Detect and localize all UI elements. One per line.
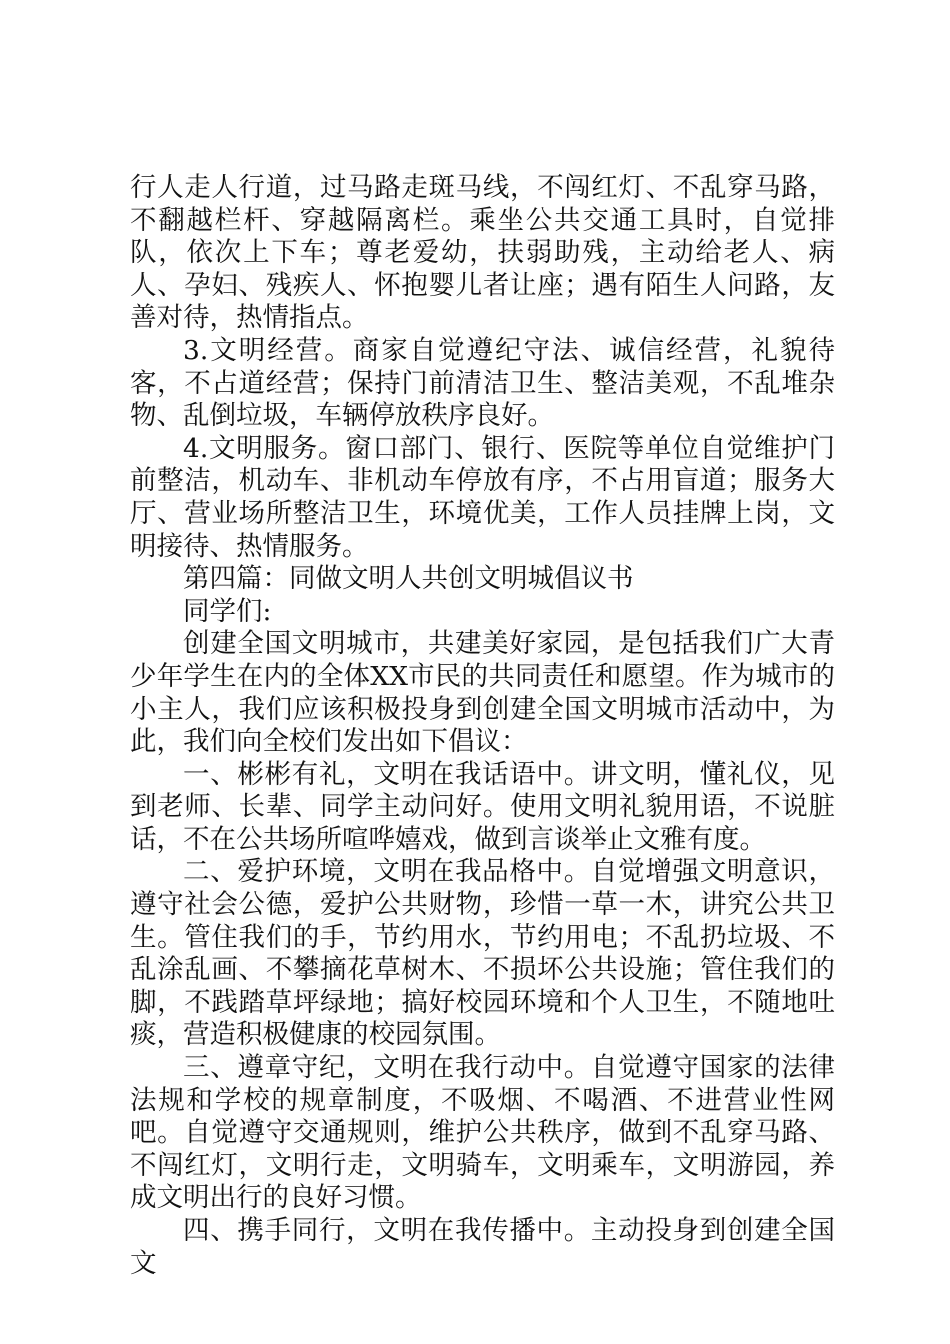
paragraph-proposal-1: 一、彬彬有礼，文明在我话语中。讲文明，懂礼仪，见到老师、长辈、同学主动问好。使用文明礼貌用语，不说脏话，不在公共场所喧哗嬉戏，做到言谈举止文雅有度。 — [130, 758, 835, 855]
salutation: 同学们: — [183, 595, 272, 627]
paragraph-civilized-service: 4.文明服务。窗口部门、银行、医院等单位自觉维护门前整洁，机动车、非机动车停放有序，不占用盲道；服务大厅、营业场所整洁卫生，环境优美，工作人员挂牌上岗，文明接待、热情服务。 — [130, 432, 835, 562]
document-page — [130, 172, 835, 1280]
section-title: 第四篇：同做文明人共创文明城倡议书 — [183, 563, 634, 595]
paragraph-proposal-4: 四、携手同行，文明在我传播中。主动投身到创建全国文 — [130, 1215, 835, 1279]
paragraph-proposal-3: 三、遵章守纪，文明在我行动中。自觉遵守国家的法律法规和学校的规章制度，不吸烟、不喝酒、不进营业性网吧。自觉遵守交通规则，维护公共秩序，做到不乱穿马路、不闯红灯，文明行走，文明骑车，文明乘车，文明游园，养成文明出行的良好习惯。 — [130, 1052, 835, 1214]
paragraph-civilized-business: 3.文明经营。商家自觉遵纪守法、诚信经营，礼貌待客，不占道经营；保持门前清洁卫生、整洁美观，不乱堆杂物、乱倒垃圾，车辆停放秩序良好。 — [130, 334, 835, 432]
paragraph-proposal-2: 二、爱护环境，文明在我品格中。自觉增强文明意识，遵守社会公德，爱护公共财物，珍惜一草一木，讲究公共卫生。管住我们的手，节约用水，节约用电；不乱扔垃圾、不乱涂乱画、不攀摘花草树木、不损坏公共设施；管住我们的脚，不践踏草坪绿地；搞好校园环境和个人卫生，不随地吐痰，营造积极健康的校园氛围。 — [130, 856, 835, 1051]
paragraph-intro: 创建全国文明城市，共建美好家园，是包括我们广大青少年学生在内的全体XX市民的共同责任和愿望。作为城市的小主人，我们应该积极投身到创建全国文明城市活动中，为此，我们向全校们发出如下倡议： — [130, 628, 835, 758]
paragraph-continuation: 行人走人行道，过马路走斑马线，不闯红灯、不乱穿马路，不翻越栏杆、穿越隔离栏。乘坐公共交通工具时，自觉排队，依次上下车；尊老爱幼，扶弱助残，主动给老人、病人、孕妇、残疾人、怀抱婴儿者让座；遇有陌生人问路，友善对待，热情指点。 — [130, 172, 835, 334]
